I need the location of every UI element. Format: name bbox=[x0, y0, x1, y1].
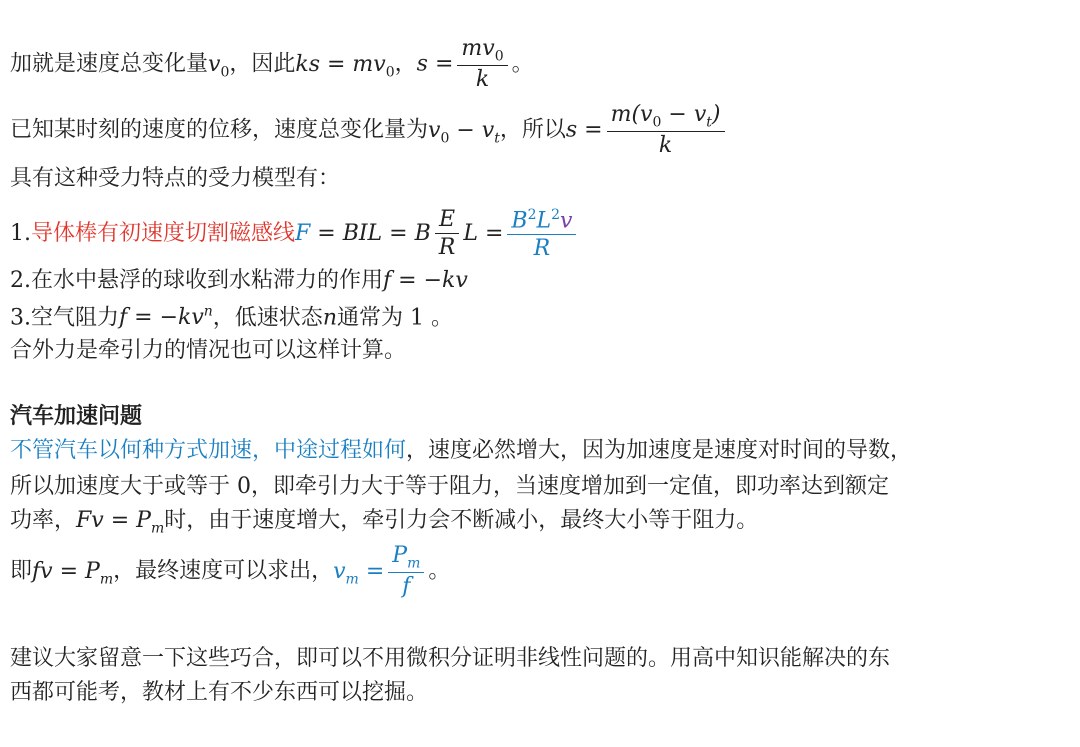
formula: F bbox=[295, 221, 311, 247]
text: ，所以 bbox=[499, 117, 566, 143]
fraction: $\frac{B^2L^2v}{R}$ bbox=[507, 208, 576, 260]
text: 3.空气阻力 bbox=[10, 305, 119, 331]
formula: = BIL = B bbox=[310, 221, 431, 247]
text: 。 bbox=[428, 558, 451, 584]
text: ，速度必然增大，因为加速度是速度对时间的导数， bbox=[406, 438, 913, 463]
line-traction-note: 合外力是牵引力的情况也可以这样计算。 bbox=[10, 338, 407, 363]
highlight-text: 导体棒有初速度切割磁感线 bbox=[31, 221, 296, 247]
list-item-2 bbox=[10, 270, 468, 292]
formula: $Fv = P_m$ bbox=[76, 508, 165, 537]
closing-line-2: 西都可能考，教材上有不少东西可以挖掘。 bbox=[10, 680, 429, 705]
paragraph-line-4 bbox=[10, 545, 450, 598]
highlight-text: 不管汽车以何种方式加速，中途过程如何 bbox=[10, 438, 407, 463]
text: 通常为 1 。 bbox=[336, 305, 453, 331]
text: ， bbox=[394, 51, 417, 77]
formula: $v_0$ bbox=[208, 51, 230, 81]
text: 时，由于速度增大，牵引力会不断减小，最终大小等于阻力。 bbox=[164, 508, 759, 533]
text: 功率， bbox=[10, 508, 77, 533]
text: 加就是速度总变化量 bbox=[10, 51, 209, 77]
formula: s = bbox=[416, 51, 454, 77]
text: 2.在水中悬浮的球收到水粘滞力的作用 bbox=[10, 268, 383, 293]
paragraph-line-3 bbox=[10, 510, 758, 535]
line-displacement bbox=[10, 104, 729, 157]
formula: f = −kv bbox=[383, 268, 468, 293]
fraction: $\frac{P_m}{f}$ bbox=[388, 545, 424, 598]
formula: s = bbox=[565, 117, 603, 143]
text: 已知某时刻的速度的位移，速度总变化量为 bbox=[10, 117, 429, 143]
fraction: $\frac{E}{R}$ bbox=[435, 209, 460, 259]
formula: $v_0 - v_t$ bbox=[428, 117, 500, 147]
line-force-models: 具有这种受力特点的受力模型有： bbox=[10, 166, 341, 191]
paragraph-line-2: 所以加速度大于或等于 0，即牵引力大于等于阻力，当速度增加到一定值，即功率达到额定 bbox=[10, 474, 889, 499]
list-item-3 bbox=[10, 305, 453, 329]
text: ，最终速度可以求出， bbox=[113, 558, 334, 584]
section-heading: 汽车加速问题 bbox=[10, 403, 143, 429]
list-item-1 bbox=[10, 208, 580, 260]
fraction: $\frac{mv_0}{k}$ bbox=[457, 38, 507, 91]
text: 。 bbox=[511, 51, 534, 77]
closing-line-1: 建议大家留意一下这些巧合，即可以不用微积分证明非线性问题的。用高中知识能解决的东 bbox=[10, 646, 891, 671]
formula: $f = -kv^n$ bbox=[119, 304, 213, 331]
text: ，因此 bbox=[229, 51, 296, 77]
formula: fv = $P_m$ bbox=[32, 558, 114, 588]
formula: n bbox=[322, 305, 337, 331]
paragraph-line-1 bbox=[10, 440, 912, 462]
text: 1. bbox=[10, 221, 31, 247]
text: 即 bbox=[10, 558, 33, 584]
formula: $v_m$ = bbox=[333, 558, 385, 588]
fraction: $\frac{m(v_0 - v_t)}{k}$ bbox=[607, 104, 725, 157]
formula: L = bbox=[463, 221, 504, 247]
formula: ks = $mv_0$ bbox=[295, 51, 395, 81]
line-momentum-change bbox=[10, 38, 534, 91]
text: ，低速状态 bbox=[212, 305, 323, 331]
